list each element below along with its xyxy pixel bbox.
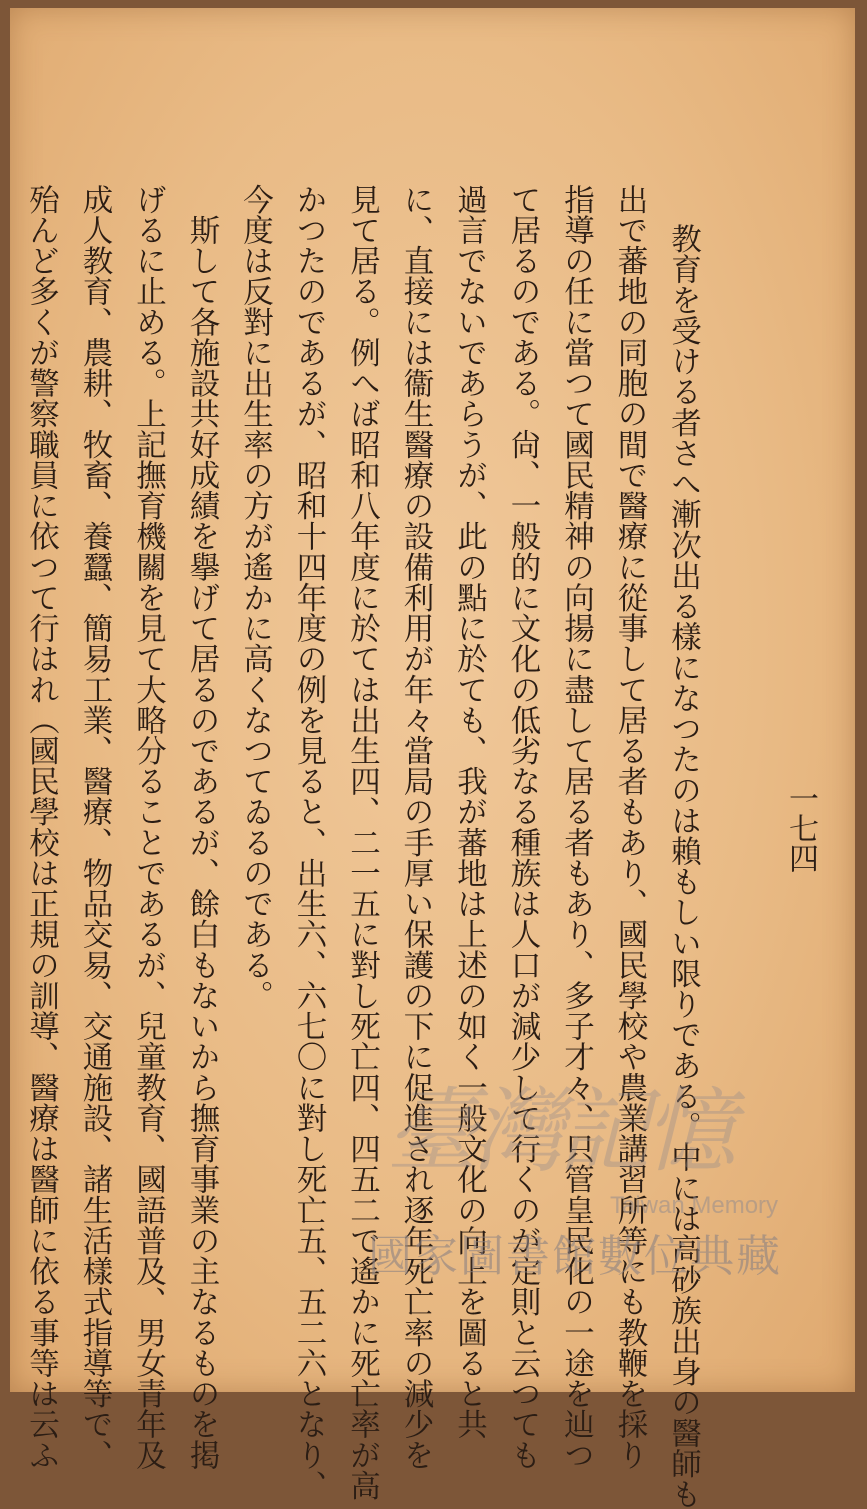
page-number: 一七四 bbox=[783, 783, 818, 873]
text-line-4: て居るのである。尙、一般的に文化の低劣なる種族は人口が減少して行くのが定則と云つても bbox=[505, 184, 540, 1471]
watermark-library: 國家圖書館數位典藏 bbox=[368, 1232, 782, 1281]
text-line-12: 成人教育、農耕、牧畜、養蠶、簡易工業、醫療、物品交易、交通施設、諸生活樣式指導等で、 bbox=[77, 184, 112, 1471]
text-line-3: 指導の任に當つて國民精神の向揚に盡して居る者もあり、多子才々、只管皇民化の一途を辿つ bbox=[558, 184, 594, 1471]
text-line-1a: 教育を受ける者さへ漸次出る樣になつたのは賴もしい限りである。 bbox=[665, 223, 701, 1142]
text-line-5: 過言でないであらうが、此の點に於ても、我が蕃地は上述の如く一般文化の向上を圖ると共 bbox=[451, 184, 487, 1440]
text-line-9: 今度は反對に出生率の方が遙かに高くなつてゐるのである。 bbox=[237, 184, 273, 1011]
watermark-english: Taiwan Memory bbox=[610, 1192, 779, 1219]
text-line-1b: 中には高砂族出身の醫師も bbox=[665, 1141, 701, 1509]
text-line-7: 見て居る。例へば昭和八年度に於ては出生四、二一五に對し死亡四、四五二で遙かに死亡率が高 bbox=[344, 184, 380, 1501]
text-line-6: に、直接には衞生醫療の設備利用が年々當局の手厚い保護の下に促進され逐年死亡率の減少を bbox=[398, 184, 433, 1471]
text-line-10: 斯して各施設共好成績を擧げて居るのであるが、餘白もないから撫育事業の主なるものを掲 bbox=[184, 184, 219, 1471]
text-line-2: 出で蕃地の同胞の間で醫療に從事して居る者もあり、國民學校や農業講習所等にも教鞭を採り bbox=[612, 184, 647, 1471]
text-line-8: かつたのであるが、昭和十四年度の例を見ると、出生六、六七〇に對し死亡五、五二六となり、 bbox=[291, 184, 326, 1501]
document-page bbox=[10, 8, 855, 1509]
watermark-logo-script: 臺灣記憶 bbox=[386, 1078, 731, 1185]
body-text bbox=[23, 184, 763, 1509]
text-line-13: 殆んど多くが警察職員に依つて行はれ（國民學校は正規の訓導、醫療は醫師に依る事等は云ふ bbox=[23, 184, 59, 1471]
text-line-11: げるに止める。上記撫育機關を見て大略分ることであるが、兒童教育、國語普及、男女青年及 bbox=[130, 184, 166, 1471]
